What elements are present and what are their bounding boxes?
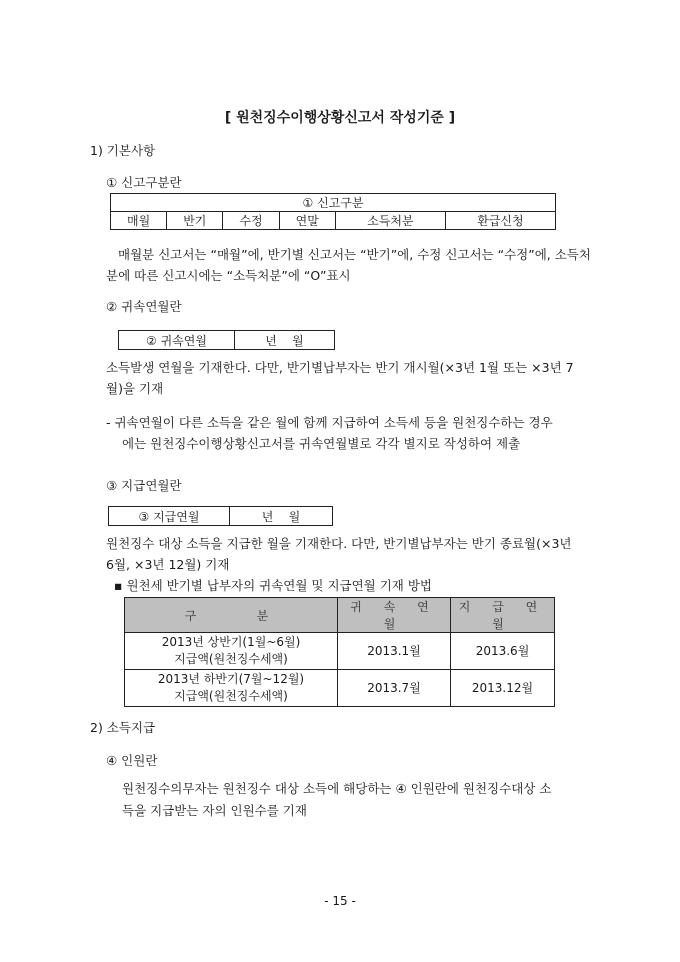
headcount-desc-line1: 원천징수의무자는 원천징수 대상 소득에 해당하는 ④ 인원란에 원천징수대상 소	[122, 781, 552, 796]
table-row	[125, 670, 555, 707]
attribution-month-cell: 2013.1월	[338, 633, 451, 670]
section-heading-basic: 1) 기본사항	[90, 143, 156, 158]
payment-month-cell: 2013.6월	[451, 633, 555, 670]
attribution-month-cell: 2013.7월	[338, 670, 451, 707]
item-heading-attribution: ② 귀속연월란	[106, 299, 182, 314]
report-type-desc-line2: 분에 따른 신고시에는 “소득처분”에 “O”표시	[106, 268, 351, 283]
report-type-cell: 수정	[223, 212, 279, 230]
period-sublabel: 지급액(원천징수세액)	[174, 652, 288, 666]
period-label: 2013년 하반기(7월~12월)	[157, 672, 305, 686]
payment-desc-line2: 6월, ×3년 12월) 기재	[106, 557, 230, 572]
section-heading-payment: 2) 소득지급	[90, 720, 156, 735]
period-sublabel: 지급액(원천징수세액)	[174, 689, 288, 703]
headcount-desc-line2: 득을 지급받는 자의 인원수를 기재	[122, 803, 307, 818]
payment-box-value: 년 월	[261, 509, 301, 524]
attribution-box	[118, 330, 335, 350]
semiannual-table	[124, 597, 555, 707]
payment-month-cell: 2013.12월	[451, 670, 555, 707]
report-type-table	[110, 193, 556, 230]
payment-box-label: ③ 지급연월	[109, 507, 230, 525]
report-type-cell: 매월	[111, 212, 167, 230]
report-type-cell: 연말	[279, 212, 335, 230]
report-type-cell: 소득처분	[335, 212, 445, 230]
attribution-note-line1: - 귀속연월이 다른 소득을 같은 월에 함께 지급하여 소득세 등을 원천징수하는 경우	[106, 415, 553, 430]
item-heading-report-type: ① 신고구분란	[106, 175, 182, 190]
semiannual-table-header: 구 분	[125, 598, 338, 633]
page-number: - 15 -	[324, 894, 356, 908]
report-type-desc-line1: 매월분 신고서는 “매월”에, 반기별 신고서는 “반기”에, 수정 신고서는 “수정”에, 소득처	[118, 247, 591, 262]
semiannual-table-header: 지 급 연 월	[451, 598, 555, 633]
payment-box	[108, 506, 333, 526]
report-type-cell: 환급신청	[445, 212, 555, 230]
item-heading-payment: ③ 지급연월란	[106, 478, 182, 493]
report-type-cell: 반기	[167, 212, 223, 230]
semiannual-table-header: 귀 속 연 월	[338, 598, 451, 633]
report-type-table-header: ① 신고구분	[111, 194, 556, 212]
semiannual-bullet: ▪ 원천세 반기별 납부자의 귀속연월 및 지급연월 기재 방법	[114, 578, 432, 593]
attribution-box-value: 년 월	[265, 333, 304, 348]
page-title: [ 원천징수이행상황신고서 작성기준 ]	[224, 110, 456, 126]
attribution-desc-line2: 월)을 기재	[106, 381, 164, 396]
payment-desc-line1: 원천징수 대상 소득을 지급한 월을 기재한다. 다만, 반기별납부자는 반기 종료월(×3년	[106, 536, 572, 551]
attribution-desc-line1: 소득발생 연월을 기재한다. 다만, 반기별납부자는 반기 개시월(×3년 1월 또는 ×3년 7	[106, 360, 574, 375]
table-row	[125, 633, 555, 670]
attribution-note-line2: 에는 원천징수이행상황신고서를 귀속연월별로 각각 별지로 작성하여 제출	[122, 436, 521, 451]
attribution-box-label: ② 귀속연월	[119, 331, 235, 349]
item-heading-headcount: ④ 인원란	[106, 753, 158, 768]
period-cell	[125, 670, 338, 707]
period-label: 2013년 상반기(1월~6월)	[161, 635, 301, 649]
period-cell	[125, 633, 338, 670]
